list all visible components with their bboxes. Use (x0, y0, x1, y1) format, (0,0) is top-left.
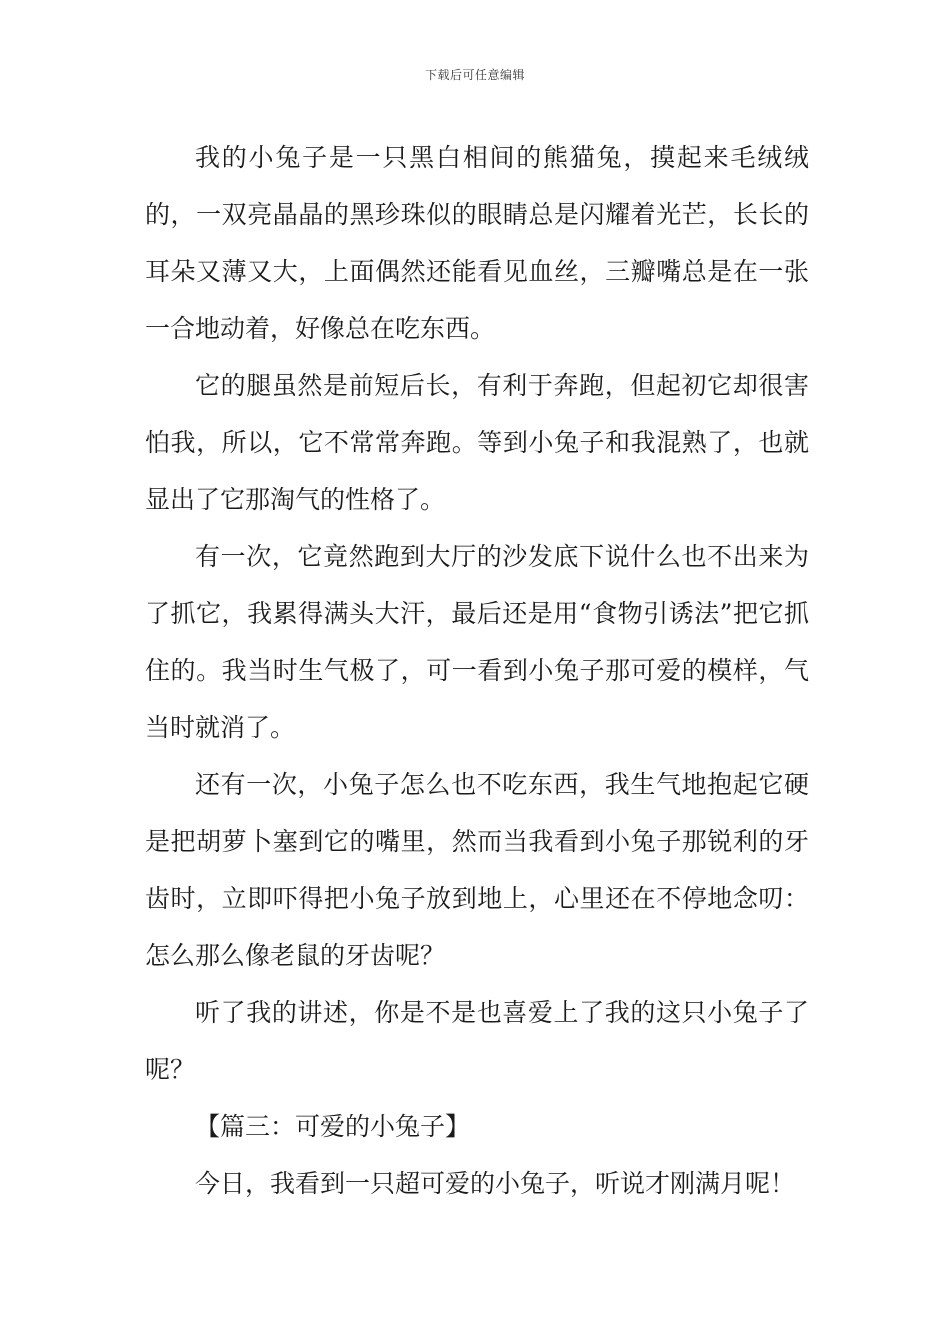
paragraph-carrot-story: 还有一次，小兔子怎么也不吃东西，我生气地抱起它硬是把胡萝卜塞到它的嘴里，然而当我看到小兔子那锐利的牙齿时，立即吓得把小兔子放到地上，心里还在不停地念叨：怎么那么像老鼠的牙齿呢？ (145, 770, 809, 970)
paragraph-rabbit-legs: 它的腿虽然是前短后长，有利于奔跑，但起初它却很害怕我，所以，它不常常奔跑。等到小兔子和我混熟了，也就显出了它那淘气的性格了。 (145, 371, 809, 514)
paragraph-rabbit-appearance: 我的小兔子是一只黑白相间的熊猫兔，摸起来毛绒绒的，一双亮晶晶的黑珍珠似的眼睛总是闪耀着光芒，长长的耳朵又薄又大，上面偶然还能看见血丝，三瓣嘴总是在一张一合地动着，好像总在吃东西。 (145, 143, 809, 343)
paragraph-sofa-story: 有一次，它竟然跑到大厅的沙发底下说什么也不出来为了抓它，我累得满头大汗，最后还是用“食物引诱法”把它抓住的。我当时生气极了，可一看到小兔子那可爱的模样，气当时就消了。 (145, 542, 809, 742)
paragraph-closing: 今日，我看到一只超可爱的小兔子，听说才刚满月呢！ (195, 1169, 796, 1198)
paragraph-conclusion: 听了我的讲述，你是不是也喜爱上了我的这只小兔子了呢？ (145, 998, 809, 1084)
header-note: 下载后可任意编辑 (424, 68, 525, 82)
section-heading: 【篇三：可爱的小兔子】 (195, 1112, 471, 1141)
document-body (145, 129, 809, 1212)
